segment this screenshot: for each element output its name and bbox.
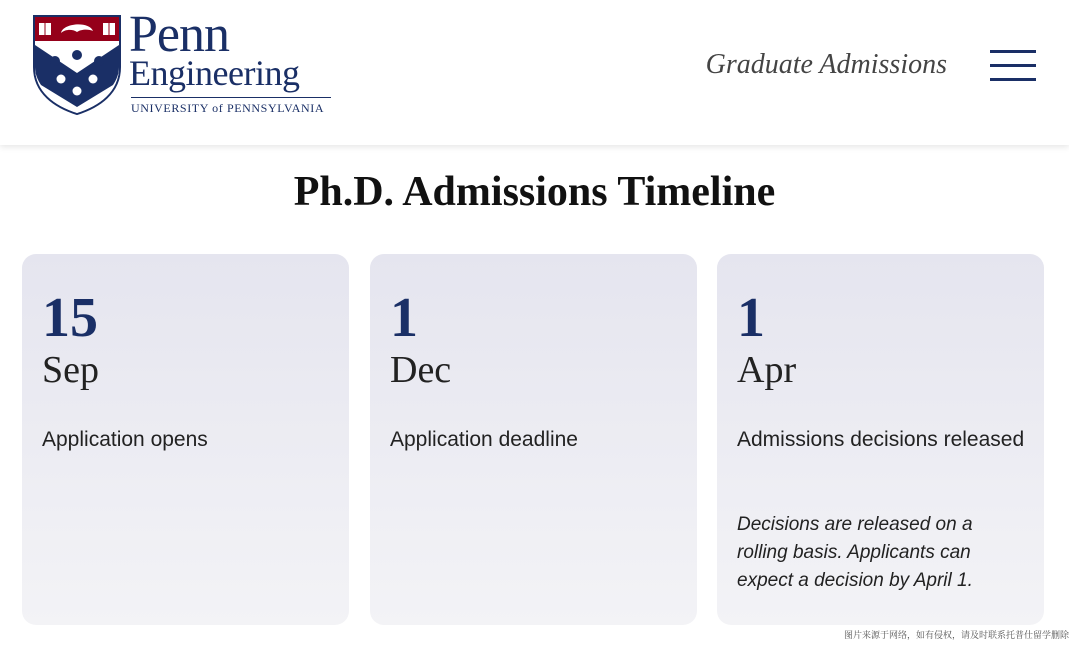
timeline-card-sep (22, 254, 349, 625)
page-title: Ph.D. Admissions Timeline (293, 169, 776, 215)
logo-wordmark (129, 6, 341, 117)
menu-bar-top (990, 50, 1036, 53)
card-month: Apr (737, 349, 797, 391)
logo-word-engineering: Engineering (129, 53, 300, 93)
menu-bar-middle (990, 64, 1036, 67)
site-header (0, 0, 1069, 145)
card-description: Application deadline (390, 428, 578, 451)
timeline-card-apr (717, 254, 1044, 625)
logo-divider (131, 97, 331, 98)
menu-bar-bottom (990, 78, 1036, 81)
hamburger-menu-icon[interactable] (990, 50, 1036, 82)
penn-shield-icon (33, 15, 121, 115)
card-month: Sep (42, 349, 99, 391)
penn-engineering-logo[interactable] (33, 6, 341, 117)
timeline-card-dec (370, 254, 697, 625)
card-month: Dec (390, 349, 452, 391)
card-note: Decisions are released on a rolling basis. Applicants can expect a decision by April 1. (737, 514, 973, 591)
logo-subtitle: UNIVERSITY of PENNSYLVANIA (131, 101, 325, 115)
card-day: 1 (737, 287, 765, 349)
card-day: 1 (390, 287, 418, 349)
graduate-admissions-link[interactable]: Graduate Admissions (705, 49, 947, 80)
card-description: Admissions decisions released (737, 428, 1025, 451)
card-description: Application opens (42, 428, 208, 451)
card-day: 15 (42, 287, 98, 349)
logo-word-penn: Penn (129, 6, 229, 63)
image-source-watermark: 图片来源于网络，如有侵权，请及时联系托普仕留学删除 (843, 631, 1069, 641)
